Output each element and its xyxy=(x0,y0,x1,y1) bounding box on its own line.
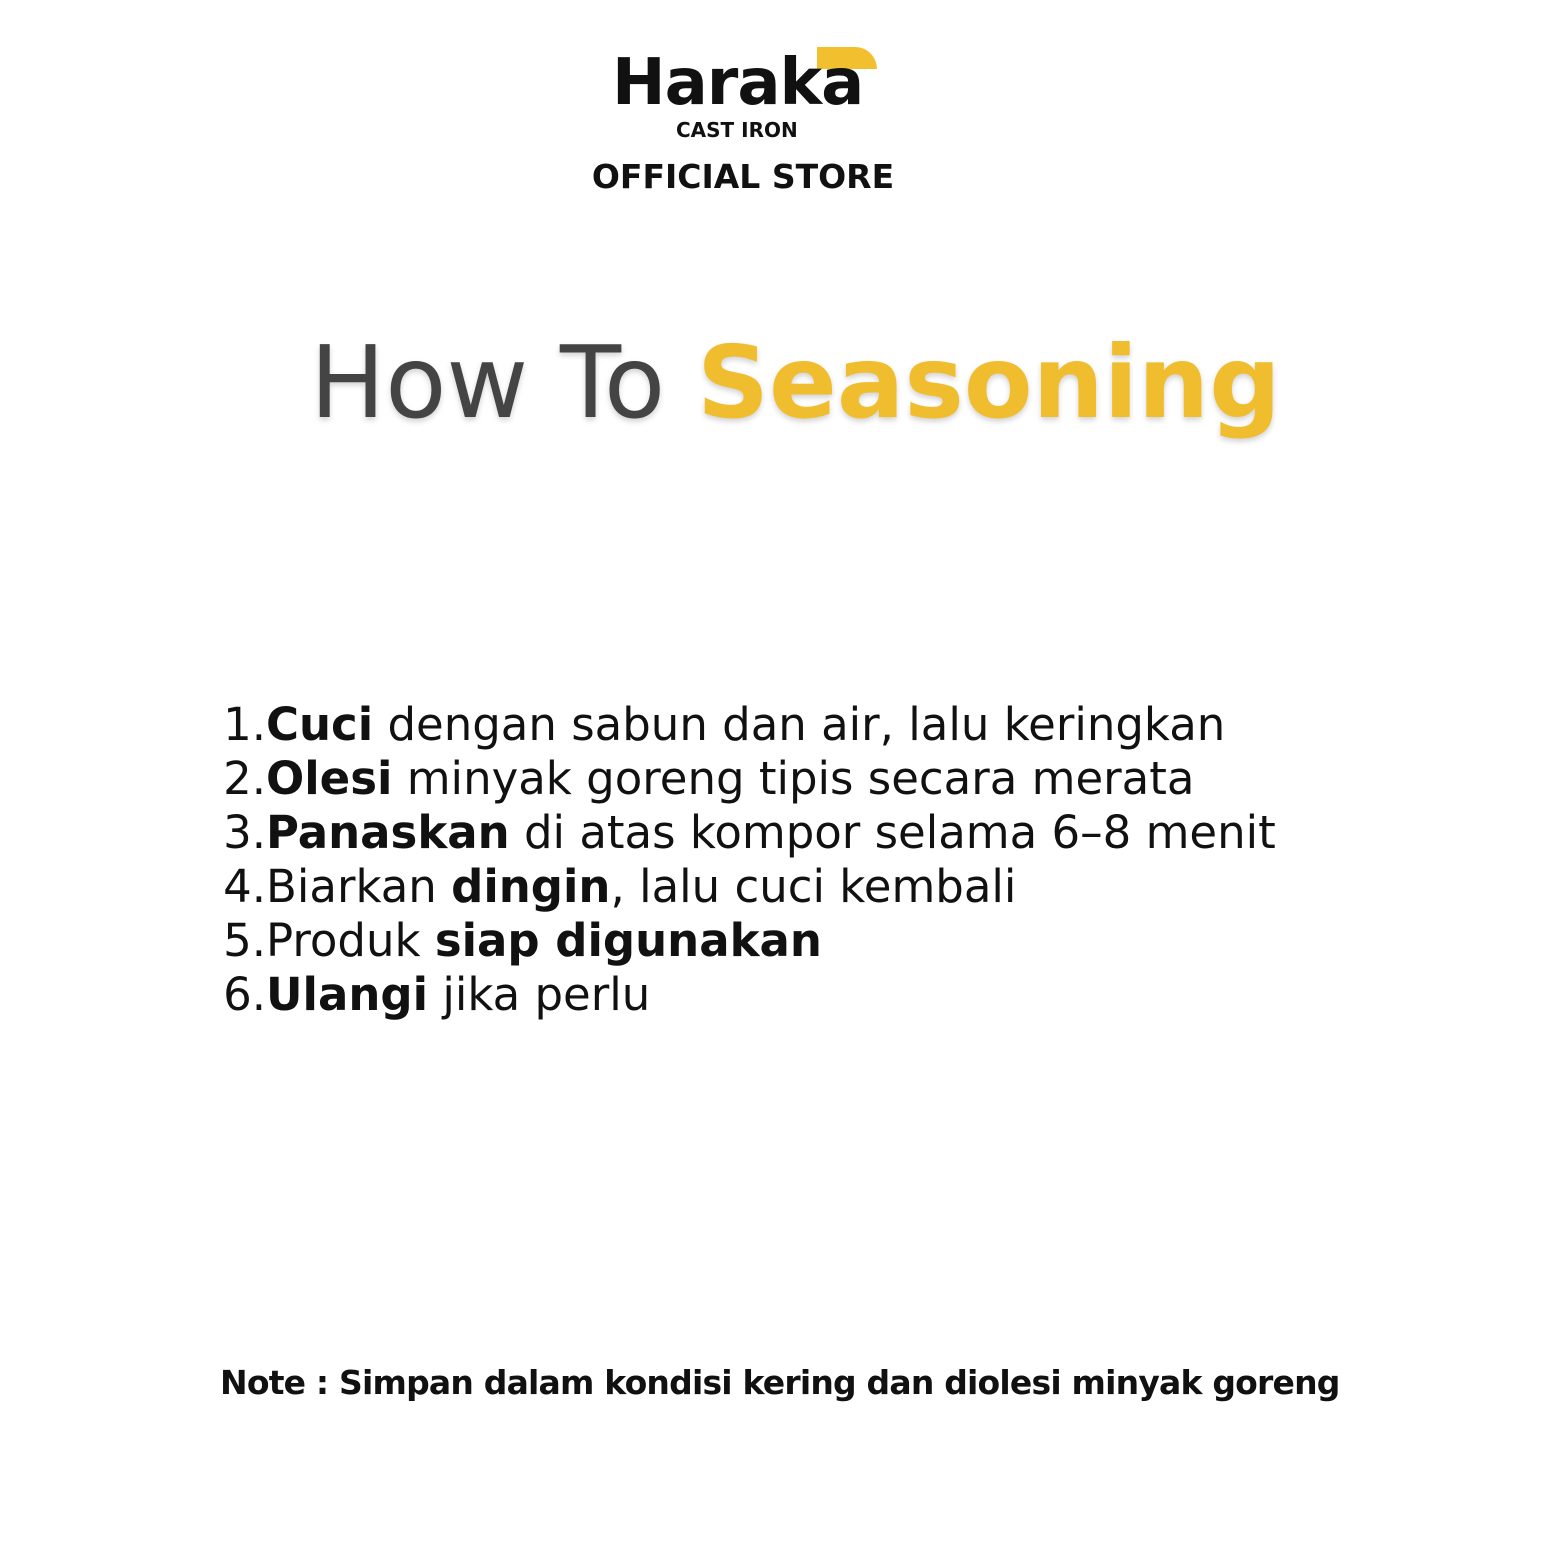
logo-wordmark: Haraka xyxy=(612,46,864,120)
step-text-bold: siap digunakan xyxy=(434,914,822,967)
step-text-rest: minyak goreng tipis secara merata xyxy=(392,752,1195,805)
step-item xyxy=(218,806,1276,860)
step-item xyxy=(218,698,1276,752)
step-text-rest: di atas kompor selama 6–8 menit xyxy=(509,806,1276,859)
step-text-rest: , lalu cuci kembali xyxy=(610,860,1017,913)
step-text-bold: Ulangi xyxy=(266,968,429,1021)
step-item xyxy=(218,860,1276,914)
step-text-before: Biarkan xyxy=(266,860,452,913)
care-note: Note : Simpan dalam kondisi kering dan diolesi minyak goreng xyxy=(220,1363,1340,1402)
step-text-bold: Cuci xyxy=(266,698,374,751)
logo-subtitle: CAST IRON xyxy=(676,118,798,142)
title-accent-text: Seasoning xyxy=(697,324,1281,441)
step-item xyxy=(218,914,1276,968)
step-text-before: Produk xyxy=(266,914,435,967)
brand-logo xyxy=(612,45,874,145)
step-number: 4. xyxy=(223,860,266,913)
step-text-rest: jika perlu xyxy=(428,968,651,1021)
title-main-text: How To xyxy=(310,324,698,441)
step-text-rest: dengan sabun dan air, lalu keringkan xyxy=(373,698,1226,751)
step-text-bold: Olesi xyxy=(266,752,393,805)
steps-list xyxy=(218,698,1276,1022)
step-number: 5. xyxy=(223,914,266,967)
step-item xyxy=(218,968,1276,1022)
step-text-bold: dingin xyxy=(451,860,611,913)
step-number: 2. xyxy=(223,752,266,805)
step-number: 3. xyxy=(223,806,266,859)
store-label: OFFICIAL STORE xyxy=(591,157,895,196)
step-text-bold: Panaskan xyxy=(266,806,510,859)
step-number: 6. xyxy=(223,968,266,1021)
step-number: 1. xyxy=(223,698,266,751)
step-item xyxy=(218,752,1276,806)
page-title xyxy=(310,318,1370,448)
